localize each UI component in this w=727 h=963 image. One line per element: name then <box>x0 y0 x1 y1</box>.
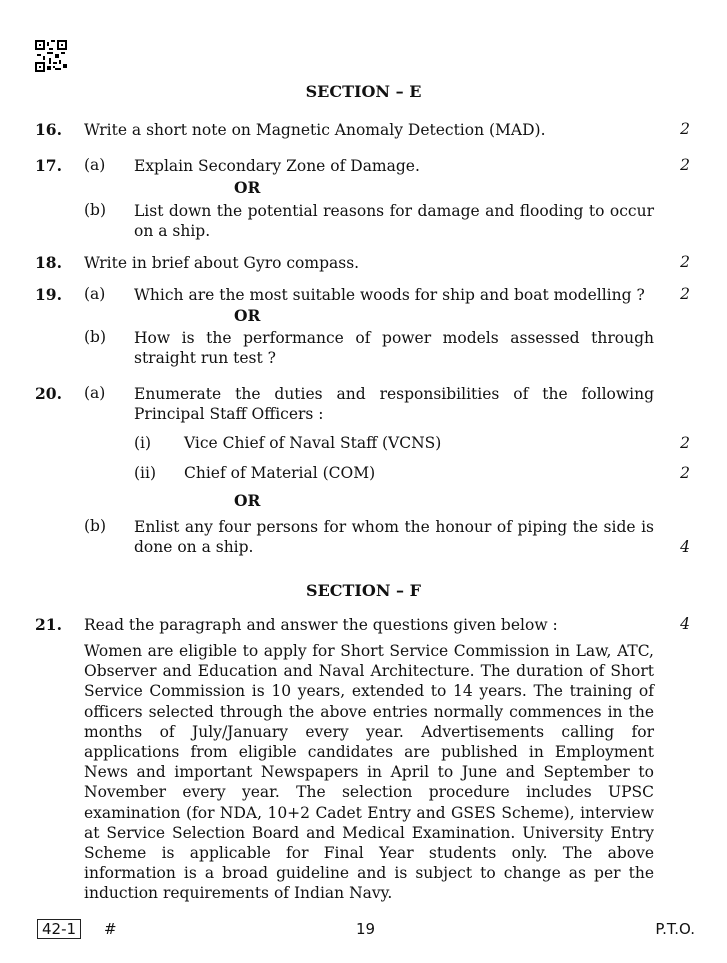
hash-mark: # <box>104 920 117 938</box>
option-label: (a) <box>84 384 106 402</box>
option-label: (b) <box>84 517 107 535</box>
sub-option-label: (i) <box>134 434 152 452</box>
sub-option-text: Chief of Material (COM) <box>184 464 376 482</box>
marks: 2 <box>680 434 690 452</box>
marks: 2 <box>680 253 690 271</box>
paper-code-box: 42-1 <box>37 919 81 939</box>
section-e-heading: SECTION – E <box>305 82 422 101</box>
question-number: 17. <box>35 156 62 175</box>
sub-option-text: Vice Chief of Naval Staff (VCNS) <box>184 434 442 452</box>
question-number: 18. <box>35 253 62 272</box>
question-text: List down the potential reasons for damage and flooding to occur on a ship. <box>134 202 654 240</box>
option-label: (a) <box>84 156 106 174</box>
marks: 4 <box>680 615 690 633</box>
sub-option-label: (ii) <box>134 464 157 482</box>
question-number: 19. <box>35 285 62 304</box>
question-number: 16. <box>35 120 62 139</box>
section-f-heading: SECTION – F <box>306 581 421 600</box>
pto-label: P.T.O. <box>655 920 695 938</box>
option-label: (a) <box>84 285 106 303</box>
or-divider: OR <box>234 178 261 197</box>
question-text: Write in brief about Gyro compass. <box>84 254 360 272</box>
marks: 2 <box>680 464 690 482</box>
question-text: Which are the most suitable woods for ship and boat modelling ? <box>134 286 645 304</box>
question-number: 21. <box>35 615 62 634</box>
question-text: How is the performance of power models assessed through straight run test ? <box>134 329 654 367</box>
or-divider: OR <box>234 306 261 325</box>
marks: 2 <box>680 120 690 138</box>
page-number: 19 <box>356 920 376 938</box>
question-number: 20. <box>35 384 62 403</box>
marks: 2 <box>680 285 690 303</box>
qr-code <box>35 40 67 72</box>
question-text: Enumerate the duties and responsibilities of the following Principal Staff Officers : <box>134 385 654 423</box>
option-label: (b) <box>84 201 107 219</box>
marks: 2 <box>680 156 690 174</box>
or-divider: OR <box>234 491 261 510</box>
question-text: Write a short note on Magnetic Anomaly Detection (MAD). <box>84 121 546 139</box>
option-label: (b) <box>84 328 107 346</box>
reading-paragraph: Women are eligible to apply for Short Service Commission in Law, ATC, Observer and Education and Naval Architecture. The duration of Short Service Commission is 10 years, extended to 14 years. The training of officers selected through the above entries normally commences in the months of July/January every year. Advertisements calling for applications from eligible candidates are published in Employment News and important Newspapers in April to June and September to November every year. The selection procedure includes UPSC examination (for NDA, 10+2 Cadet Entry and GSES Scheme), interview at Service Selection Board and Medical Examination. University Entry Scheme is applicable for Final Year students only. The above information is a broad guideline and is subject to change as per the induction requirements of Indian Navy. <box>84 642 654 903</box>
marks: 4 <box>680 538 690 556</box>
question-text: Enlist any four persons for whom the honour of piping the side is done on a ship. <box>134 518 654 556</box>
question-text: Explain Secondary Zone of Damage. <box>134 157 420 175</box>
question-text: Read the paragraph and answer the questions given below : <box>84 616 558 634</box>
